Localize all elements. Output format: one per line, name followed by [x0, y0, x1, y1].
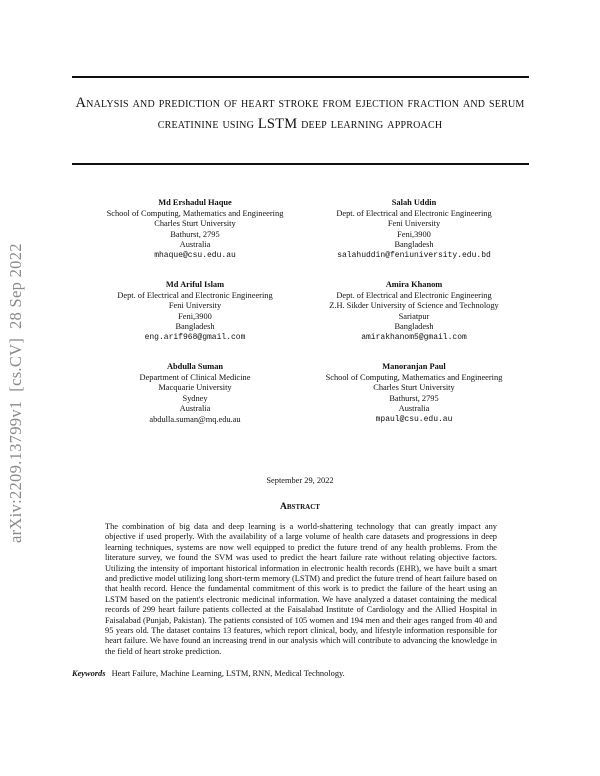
author-affiliation-line: Bangladesh — [175, 322, 215, 332]
keywords-list: Heart Failure, Machine Learning, LSTM, RNN, Medical Technology. — [111, 669, 345, 678]
title-bottom-rule — [72, 163, 529, 165]
author-name: Manoranjan Paul — [382, 362, 446, 371]
author-affiliation-line: Charles Sturt University — [373, 383, 455, 393]
author-name: Md Ershadul Haque — [158, 198, 232, 207]
abstract-body: The combination of big data and deep learning is a world-shattering technology that can greatly impact any objective if used properly. With the availability of a large volume of health care datasets and progressions in deep learning techniques, systems are now well equipped to predict the future trend of any health problems. From the literature survey, we found the SVM was used to predict the heart failure rate without relating objective factors. Utilizing the intensity of important historical information in electronic health records (EHR), we have built a smart and predictive model utilizing long short-term memory (LSTM) and predict the future trend of heart failure based on that health record. Hence the fundamental commitment of this work is to predict the failure of the heart using an LSTM based on the patient's electronic medicinal information. We have analyzed a dataset containing the medical records of 299 heart failure patients collected at the Faisalabad Institute of Cardiology and the Allied Hospital in Faisalabad (Punjab, Pakistan). The patients consisted of 105 women and 194 men and their ages ranged from 40 and 95 years old. The dataset contains 13 features, which report clinical, body, and lifestyle information responsible for heart failure. We have found an increasing trend in our analysis which will contribute to advancing the knowledge in the field of heart stroke prediction. — [105, 522, 497, 656]
author-affiliation-line: Feni,3900 — [397, 229, 431, 239]
author-affiliation-line: Z.H. Sikder University of Science and Technology — [329, 301, 499, 311]
author-affiliation-line: School of Computing, Mathematics and Engineering — [106, 208, 284, 218]
author-email[interactable]: salahuddin@feniuniversity.edu.bd — [337, 250, 491, 260]
author-block — [284, 198, 544, 262]
author-affiliation-line: Charles Sturt University — [154, 219, 236, 229]
author-affiliation-line: Bathurst, 2795 — [389, 393, 439, 403]
author-block — [284, 280, 544, 344]
author-affiliation-line: Macquarie University — [158, 383, 232, 393]
author-affiliation-line: Sariatpur — [398, 311, 430, 321]
arxiv-identifier: arXiv:2209.13799v1 [cs.CV] 28 Sep 2022 — [6, 243, 25, 543]
author-affiliation-line: Feni University — [168, 301, 222, 311]
publication-date: September 29, 2022 — [266, 476, 334, 485]
title-top-rule — [72, 76, 529, 78]
keywords-label: Keywords — [72, 669, 106, 678]
author-affiliation-line: Dept. of Electrical and Electronic Engineering — [117, 290, 273, 300]
keywords-line — [72, 669, 532, 678]
author-email[interactable]: mhaque@csu.edu.au — [154, 250, 236, 260]
author-email[interactable]: eng.arif968@gmail.com — [144, 332, 246, 342]
author-affiliation-line: Australia — [179, 240, 211, 250]
author-email[interactable]: abdulla.suman@mq.edu.au — [149, 414, 241, 424]
author-affiliation-line: School of Computing, Mathematics and Engineering — [325, 372, 503, 382]
author-affiliation-line: Dept. of Electrical and Electronic Engineering — [336, 290, 492, 300]
author-affiliation-line: Australia — [179, 404, 211, 414]
author-name: Amira Khanom — [385, 280, 443, 289]
author-affiliation-line: Feni,3900 — [178, 311, 212, 321]
author-affiliation-line: Dept. of Electrical and Electronic Engineering — [336, 208, 492, 218]
author-affiliation-line: Feni University — [387, 219, 441, 229]
author-name: Abdulla Suman — [166, 362, 224, 371]
author-affiliation-line: Bathurst, 2795 — [170, 229, 220, 239]
author-affiliation-line: Bangladesh — [394, 240, 434, 250]
author-name: Salah Uddin — [391, 198, 437, 207]
author-affiliation-line: Bangladesh — [394, 322, 434, 332]
abstract-heading: Abstract — [280, 502, 320, 512]
author-name: Md Ariful Islam — [165, 280, 225, 289]
author-affiliation-line: Australia — [398, 404, 430, 414]
author-email[interactable]: mpaul@csu.edu.au — [375, 414, 453, 424]
author-affiliation-line: Sydney — [182, 393, 208, 403]
author-affiliation-line: Department of Clinical Medicine — [139, 372, 251, 382]
author-block — [284, 362, 544, 426]
author-email[interactable]: amirakhanom5@gmail.com — [361, 332, 467, 342]
paper-title: Analysis and prediction of heart stroke from ejection fraction and serum creatinine using LSTM deep learning approach — [75, 95, 525, 132]
